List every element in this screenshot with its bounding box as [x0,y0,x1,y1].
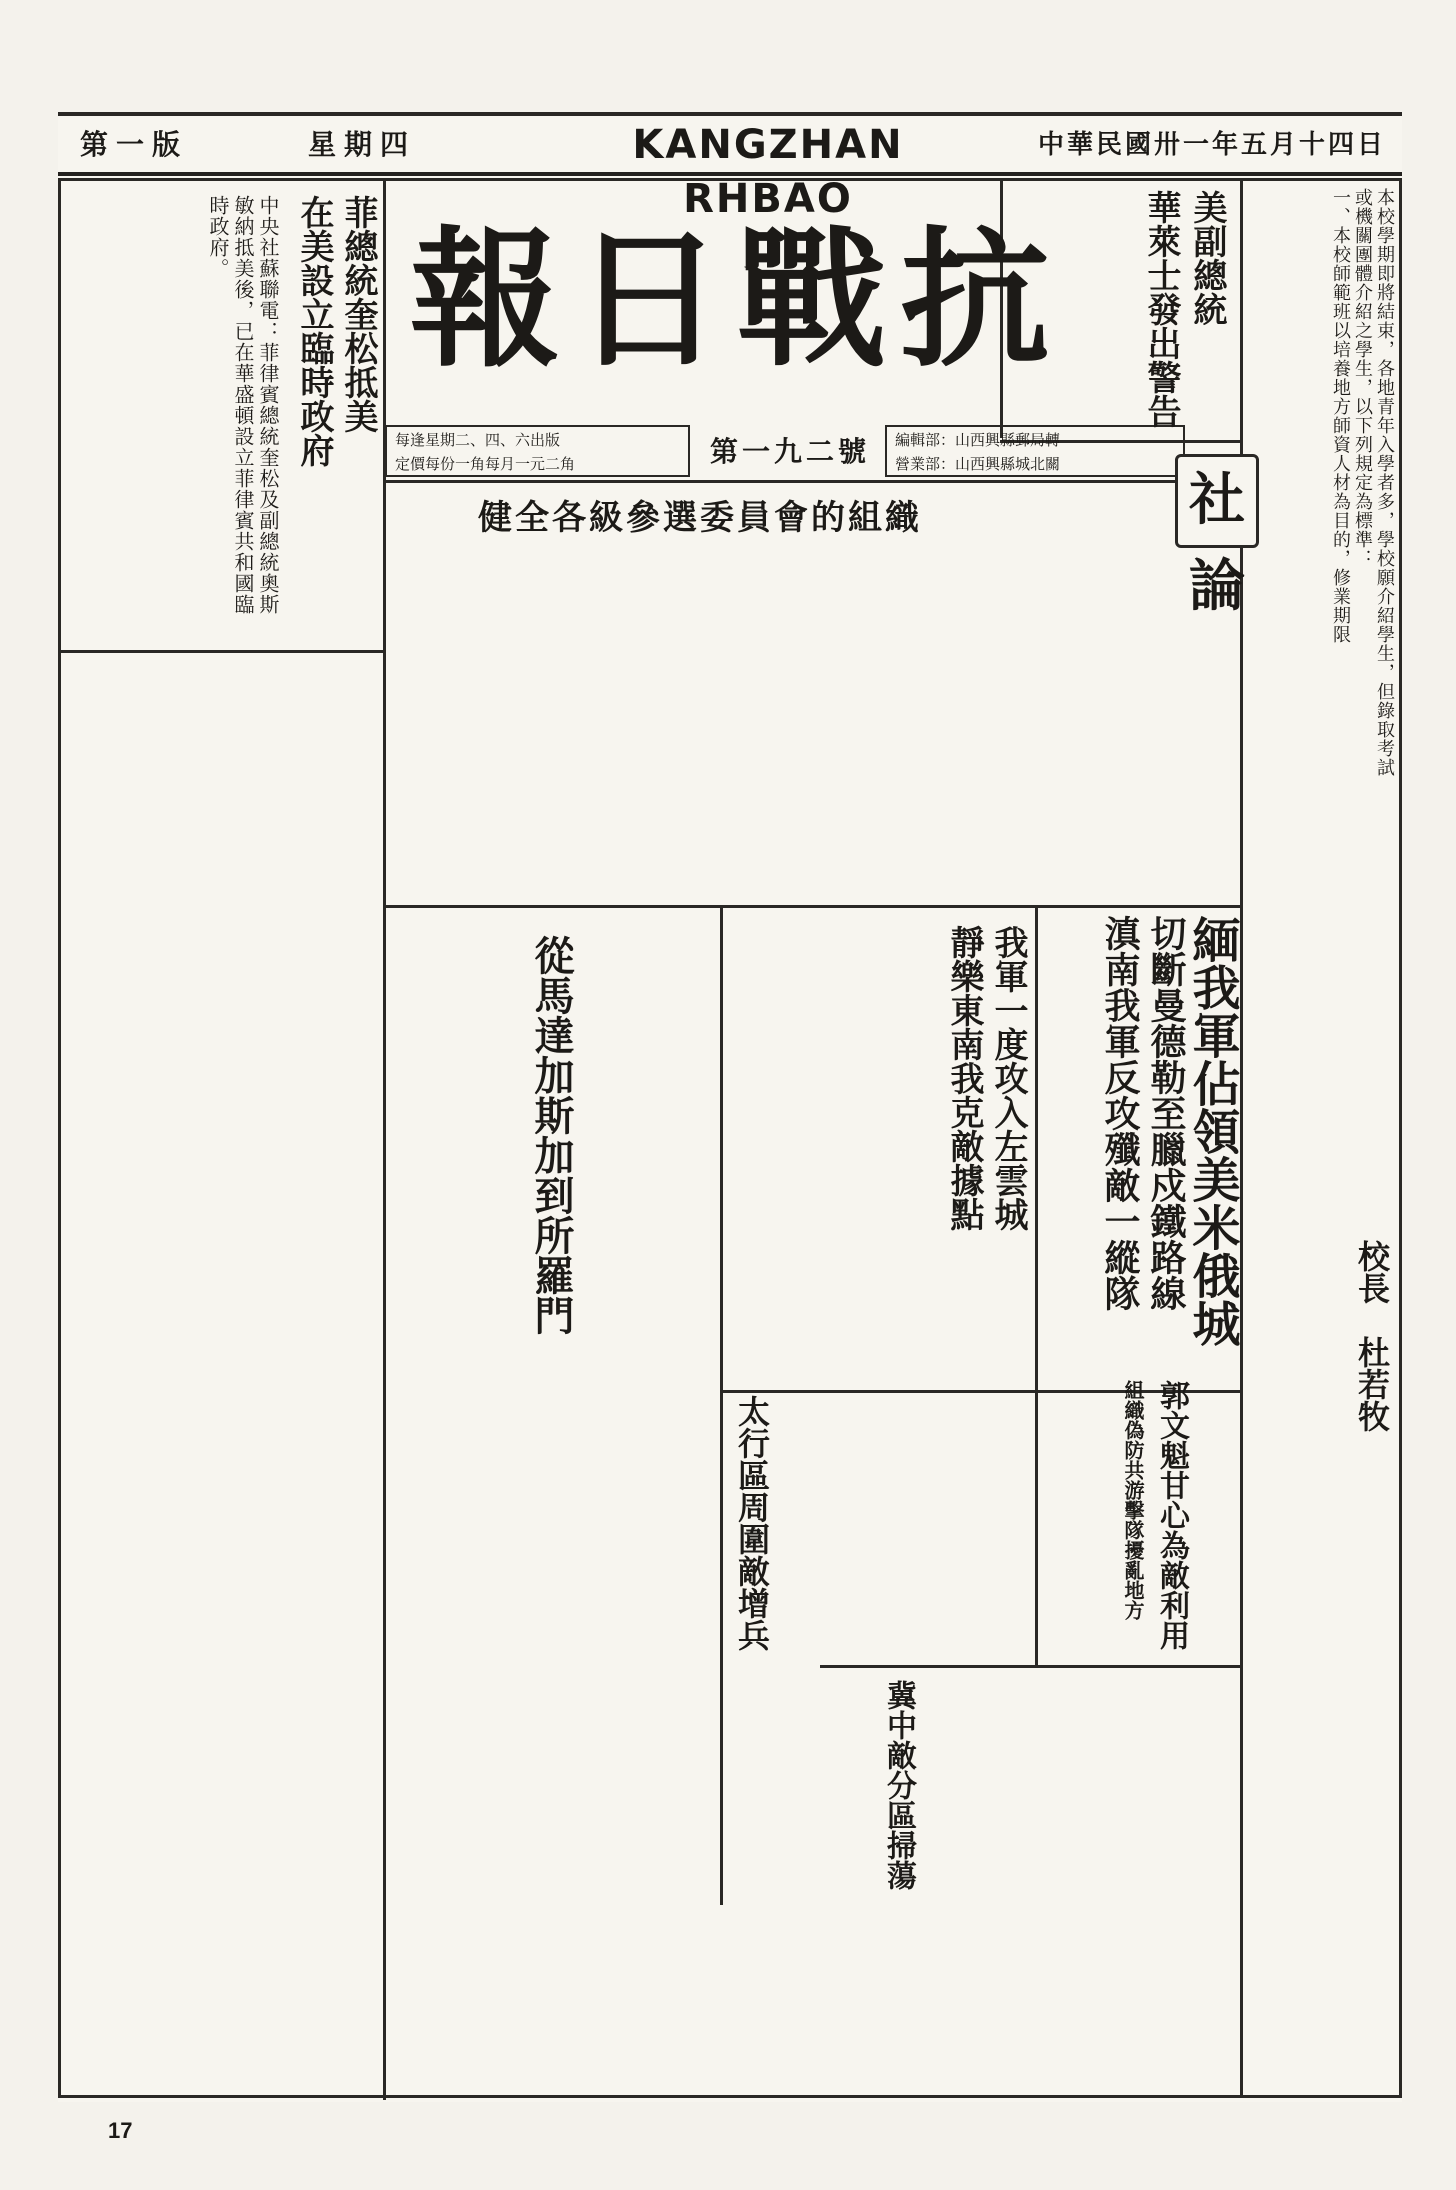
headline-line: 切斷曼德勒至臘戍鐵路線 [1145,915,1187,1311]
date-label: 中華民國卅一年五月十四日 [1037,130,1386,160]
news-headline-madagascar: 從馬達加斯加到所羅門 [528,935,575,1335]
news-body-philippines: 中央社蘇聯電：菲律賓總統奎松及副總統奧斯敏納抵美後，已在華盛頓設立菲律賓共和國臨時政府。 [206,195,280,615]
news-headline-wallace [1130,190,1230,430]
notice-line: 本校學期即將結束，各地青年入學者多，學校願介紹學生，但錄取考試 [1374,188,1395,777]
column-rule [720,905,723,1905]
publication-price: 定價每份一角每月一元二角 [395,455,576,473]
section-rule [383,480,1241,483]
headline-line: 緬我軍佔領美米俄城 [1184,915,1240,1347]
logo-char: 日 [573,212,724,388]
address-line: 營業部：山西興縣城北關 [895,455,1061,473]
issue-number: 第一九二號 [709,435,870,468]
headline-line: 在美設立臨時政府 [294,195,334,467]
section-rule [58,650,383,653]
headline-line: 靜樂東南我克敵據點 [944,925,984,1231]
section-rule [383,905,1243,908]
headline-line: 美副總統 [1187,190,1227,326]
publication-info [385,425,690,477]
logo-char: 報 [410,212,561,388]
headline-line: 組織偽防共游擊隊擾亂地方 [1121,1380,1145,1620]
news-headline-jizhong: 冀中敵分區掃蕩 [881,1680,916,1890]
top-rule [58,112,1402,116]
principal-signature: 校長 杜若牧 [1353,1240,1391,1432]
weekday-label: 星期四 [308,128,417,161]
news-headline-guo [1080,1380,1190,1660]
masthead-title: KANGZHAN RHBAO [632,122,904,222]
logo-char: 抗 [899,212,1050,388]
section-rule [820,1665,1242,1668]
news-headline-taihang: 太行區周圍敵增兵 [733,1395,771,1651]
column-rule [383,905,386,2100]
logo-char: 戰 [736,212,887,388]
masthead [58,118,1402,222]
issue-label: 第一版 [80,128,189,161]
newspaper-logo [410,200,1050,400]
headline-line: 滇南我軍反攻殲敵一縱隊 [1099,915,1141,1311]
notice-line: 一、本校師範班以培養地方師資人材為目的，修業期限 [1330,188,1351,644]
page-number: 17 [108,2118,133,2143]
address-line: 編輯部：山西興縣郵局轉 [895,431,1061,449]
column-rule [383,178,386,908]
headline-line: 郭文魁甘心為敵利用 [1154,1380,1189,1650]
headline-line: 華萊士發出警告 [1141,190,1181,428]
news-headline-zuoyun [940,925,1030,1355]
headline-line: 菲總統奎松抵美 [338,195,378,433]
headline-line: 我軍一度攻入左雲城 [988,925,1028,1231]
notice-column [1245,188,1395,948]
editorial-badge: 社論 [1175,454,1259,548]
publication-schedule: 每逢星期二、四、六出版 [395,431,561,449]
notice-line: 或機關團體介紹之學生，以下列規定為標準： [1352,188,1373,568]
column-rule [1035,905,1038,1665]
editorial-headline: 健全各級參選委員會的組織 [478,498,922,538]
news-headline-philippines [290,195,380,495]
news-headline-myitkyina [1095,915,1240,1375]
publication-address [885,425,1185,477]
